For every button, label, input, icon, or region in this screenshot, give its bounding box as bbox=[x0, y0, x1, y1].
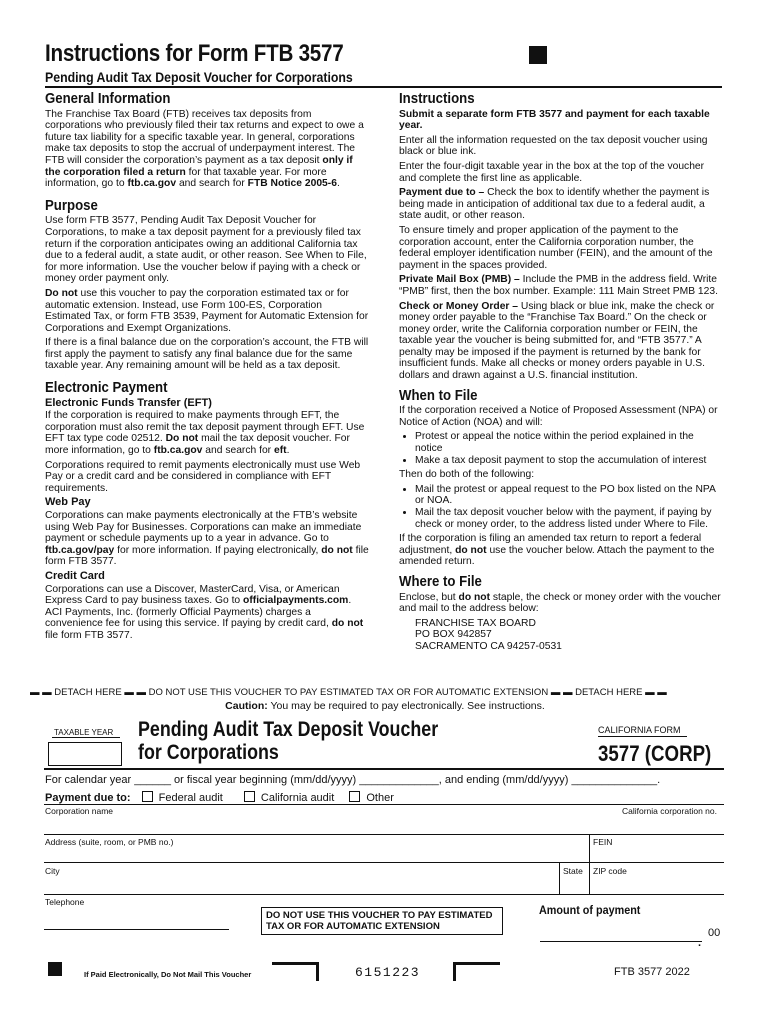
grid-line bbox=[44, 804, 724, 805]
voucher-title: Pending Audit Tax Deposit Voucher for Corporations bbox=[138, 718, 439, 764]
when-heading: When to File bbox=[399, 386, 478, 404]
purpose-paragraph-2: Do not use this voucher to pay the corporation estimated tax or for automatic extension. Instead, use Form 100-ES, Corporation Estimated Tax, or form FTB 3539, Payment for Automatic Extension for Corporations and Exempt Organizations. bbox=[45, 287, 369, 334]
address-line: FRANCHISE TAX BOARD bbox=[415, 617, 536, 629]
zip-label: ZIP code bbox=[593, 866, 627, 876]
header-rule bbox=[45, 86, 722, 88]
telephone-label: Telephone bbox=[45, 897, 85, 907]
instructions-heading: Instructions bbox=[399, 90, 475, 107]
eft-paragraph-1: If the corporation is required to make payments through EFT, the corporation must also remit the tax deposit payment through EFT. Use EFT tax type code 02512. Do not mail the tax deposit voucher. For more information, go to ftb.ca.gov and search for eft. bbox=[45, 410, 365, 457]
calendar-year-line[interactable]: For calendar year ______ or fiscal year beginning (mm/dd/yyyy) _____________, and ending (mm/dd/yyyy) ______________. bbox=[45, 774, 661, 786]
corporation-name-label: Corporation name bbox=[45, 806, 114, 816]
instructions-p4: To ensure timely and proper application of the payment to the corporation account, enter the California corporation number, the federal employer identification number (FEIN), and the amount of the payment in the spaces provided. bbox=[399, 224, 713, 271]
credit-card-heading: Credit Card bbox=[45, 569, 105, 582]
zip-field[interactable] bbox=[593, 877, 723, 891]
eft-heading: Electronic Funds Transfer (EFT) bbox=[45, 396, 212, 409]
other-label: Other bbox=[366, 792, 394, 804]
cents-value: 00 bbox=[708, 927, 721, 939]
registration-mark bbox=[529, 46, 547, 64]
when-p1: If the corporation received a Notice of Proposed Assessment (NPA) or Notice of Action (NOA) and will: bbox=[399, 405, 718, 428]
ca-corp-number-label: California corporation no. bbox=[622, 806, 717, 816]
detach-line: ▬ ▬ DETACH HERE ▬ ▬ DO NOT USE THIS VOUCHER TO PAY ESTIMATED TAX OR FOR AUTOMATIC EXTENSION ▬ ▬ DETACH HERE ▬ ▬ bbox=[30, 687, 667, 698]
address-line: SACRAMENTO CA 94257-0531 bbox=[415, 640, 562, 652]
corporation-name-field[interactable] bbox=[45, 817, 615, 831]
telephone-field[interactable] bbox=[45, 910, 225, 926]
instructions-p3: Payment due to – Check the box to identify whether the payment is being made in anticipation of additional tax due to a federal audit, a state audit, or other reason. bbox=[399, 187, 710, 222]
state-label: State bbox=[563, 866, 583, 876]
address-line: PO BOX 942857 bbox=[415, 629, 492, 641]
ftb-link[interactable]: ftb.ca.gov bbox=[127, 178, 177, 190]
instructions-p5: Private Mail Box (PMB) – Include the PMB in the address field. Write “PMB” first, then the box number. Example: 111 Main Street PMB 123. bbox=[399, 274, 718, 297]
corner-mark bbox=[272, 962, 319, 981]
registration-mark bbox=[48, 962, 62, 976]
payment-due-row bbox=[45, 791, 394, 804]
general-paragraph: The Franchise Tax Board (FTB) receives tax deposits from corporations who previously filed their tax returns and expect to owe a future tax liability for a specific taxable year. In general, corporations make tax deposits to stop the accrual of underpayment interest. The FTB will consider the corporation’s payment as a tax deposit only if the corporation filed a return for that taxable year. For more information, go to ftb.ca.gov and search for FTB Notice 2005-6. bbox=[45, 108, 364, 190]
taxable-year-input[interactable] bbox=[48, 742, 122, 766]
corner-mark bbox=[453, 962, 500, 981]
fein-field[interactable] bbox=[593, 847, 723, 861]
left-column bbox=[45, 90, 370, 645]
decimal-point: . bbox=[698, 937, 702, 949]
form-footer: FTB 3577 2022 bbox=[614, 966, 690, 978]
telephone-field-line bbox=[44, 929, 229, 930]
official-payments-link[interactable]: officialpayments.com bbox=[243, 595, 349, 607]
federal-audit-checkbox[interactable] bbox=[142, 791, 153, 802]
list-item: • Mail the protest or appeal request to the PO box listed on the NPA or NOA. bbox=[415, 484, 724, 507]
grid-line bbox=[589, 862, 590, 894]
caution-note: Caution: You may be required to pay electronically. See instructions. bbox=[225, 700, 545, 712]
when-list-2 bbox=[399, 484, 724, 530]
when-p3: If the corporation is filing an amended tax return to report a federal adjustment, do not use the voucher below. Attach the payment to the amended return. bbox=[399, 533, 715, 568]
form-number: 3577 (CORP) bbox=[598, 741, 712, 766]
general-heading: General Information bbox=[45, 90, 171, 107]
when-p2: Then do both of the following: bbox=[399, 469, 535, 481]
instructions-p2: Enter the four-digit taxable year in the box at the top of the voucher and complete the first line as applicable. bbox=[399, 160, 705, 184]
eft-paragraph-2: Corporations required to remit payments electronically must use Web Pay or a credit card and be considered in compliance with EFT requirements. bbox=[45, 459, 361, 494]
list-item: • Mail the tax deposit voucher below with the payment, if paying by check or money order, to the address listed under Where to File. bbox=[415, 507, 724, 530]
webpay-paragraph: Corporations can make payments electronically at the FTB’s website using Web Pay for Businesses. Corporations can make an immediate payment or schedule payments up to a year in advance. Go to ftb.ca.gov/pay for more information. If paying electronically, do not file form FTB 3577. bbox=[45, 510, 369, 568]
city-label: City bbox=[45, 866, 60, 876]
purpose-heading: Purpose bbox=[45, 196, 98, 214]
page-title: Instructions for Form FTB 3577 bbox=[45, 40, 344, 67]
ftb-link[interactable]: ftb.ca.gov bbox=[153, 445, 203, 457]
fein-label: FEIN bbox=[593, 837, 613, 847]
grid-line bbox=[44, 834, 724, 835]
instructions-p6: Check or Money Order – Using black or blue ink, make the check or money order payable to the “Franchise Tax Board.” On the check or money order, write the California corporation number or FEIN, the taxable year the voucher is being submitted for, and “FTB 3577.” A penalty may be imposed if the payment is returned by the bank for insufficient funds. Make all checks or money orders payable in U.S. dollars and drawn against a U.S. financial institution. bbox=[399, 300, 715, 382]
list-item: • Make a tax deposit payment to stop the accumulation of interest bbox=[415, 455, 724, 467]
grid-line bbox=[44, 894, 724, 895]
payment-due-label: Payment due to: bbox=[45, 792, 131, 804]
paid-electronically-note: If Paid Electronically, Do Not Mail This Voucher bbox=[84, 970, 252, 979]
california-audit-label: California audit bbox=[260, 792, 335, 804]
federal-audit-label: Federal audit bbox=[158, 792, 223, 804]
amount-of-payment-label: Amount of payment bbox=[539, 903, 641, 917]
grid-line bbox=[44, 862, 724, 863]
do-not-use-box: DO NOT USE THIS VOUCHER TO PAY ESTIMATED TAX OR FOR AUTOMATIC EXTENSION bbox=[261, 907, 503, 935]
california-form-label: CALIFORNIA FORM bbox=[598, 725, 687, 737]
taxable-year-rule bbox=[52, 737, 120, 738]
instructions-p1: Enter all the information requested on the tax deposit voucher using black or blue ink. bbox=[399, 134, 708, 158]
voucher-top-rule bbox=[44, 768, 724, 770]
ca-corp-number-field[interactable] bbox=[622, 817, 722, 831]
where-p1: Enclose, but do not staple, the check or money order with the voucher and mail to the address below: bbox=[399, 591, 721, 615]
purpose-paragraph-3: If there is a final balance due on the corporation’s account, the FTB will first apply the payment to satisfy any final balance due for the same taxable year. Any remaining amount will be held as a tax deposit. bbox=[45, 337, 369, 372]
where-heading: Where to File bbox=[399, 572, 482, 590]
city-field[interactable] bbox=[45, 877, 555, 891]
detach-right-label: DETACH HERE bbox=[575, 687, 643, 698]
instructions-intro: Submit a separate form FTB 3577 and payment for each taxable year. bbox=[399, 108, 710, 132]
webpay-heading: Web Pay bbox=[45, 496, 91, 509]
credit-card-paragraph: Corporations can use a Discover, MasterCard, Visa, or American Express Card to pay business taxes. Go to officialpayments.com. ACI Payments, Inc. (formerly Official Payments) charges a convenience fee for using this service. If paying by credit card, do not file form FTB 3577. bbox=[45, 583, 364, 641]
taxable-year-label: TAXABLE YEAR bbox=[54, 728, 114, 737]
electronic-heading: Electronic Payment bbox=[45, 379, 168, 397]
amount-line bbox=[540, 941, 702, 942]
when-list-1 bbox=[399, 431, 724, 466]
list-item: • Protest or appeal the notice within the period explained in the notice bbox=[415, 431, 724, 454]
right-column bbox=[399, 90, 724, 653]
address-field[interactable] bbox=[45, 847, 585, 861]
grid-line bbox=[559, 862, 560, 894]
detach-middle-label: DO NOT USE THIS VOUCHER TO PAY ESTIMATED TAX OR FOR AUTOMATIC EXTENSION bbox=[148, 687, 549, 698]
purpose-paragraph-1: Use form FTB 3577, Pending Audit Tax Deposit Voucher for Corporations, to make a tax deposit payment for a previously filed tax return if the corporation anticipates owing an additional California tax due to a federal audit, a state audit, or other reason. See When to File, for more information. Use the voucher below if paying with a check or money order payment only. bbox=[45, 215, 367, 285]
scan-line-number: 6151223 bbox=[355, 965, 421, 980]
detach-left-label: DETACH HERE bbox=[54, 687, 122, 698]
mailing-address bbox=[399, 618, 724, 653]
amount-of-payment-field[interactable] bbox=[540, 922, 700, 940]
page-subtitle: Pending Audit Tax Deposit Voucher for Corporations bbox=[45, 69, 353, 85]
webpay-link[interactable]: ftb.ca.gov/pay bbox=[45, 544, 115, 556]
california-audit-checkbox[interactable] bbox=[244, 791, 255, 802]
grid-line bbox=[589, 834, 590, 862]
state-field[interactable] bbox=[563, 877, 587, 891]
other-checkbox[interactable] bbox=[349, 791, 360, 802]
address-label: Address (suite, room, or PMB no.) bbox=[45, 837, 174, 847]
